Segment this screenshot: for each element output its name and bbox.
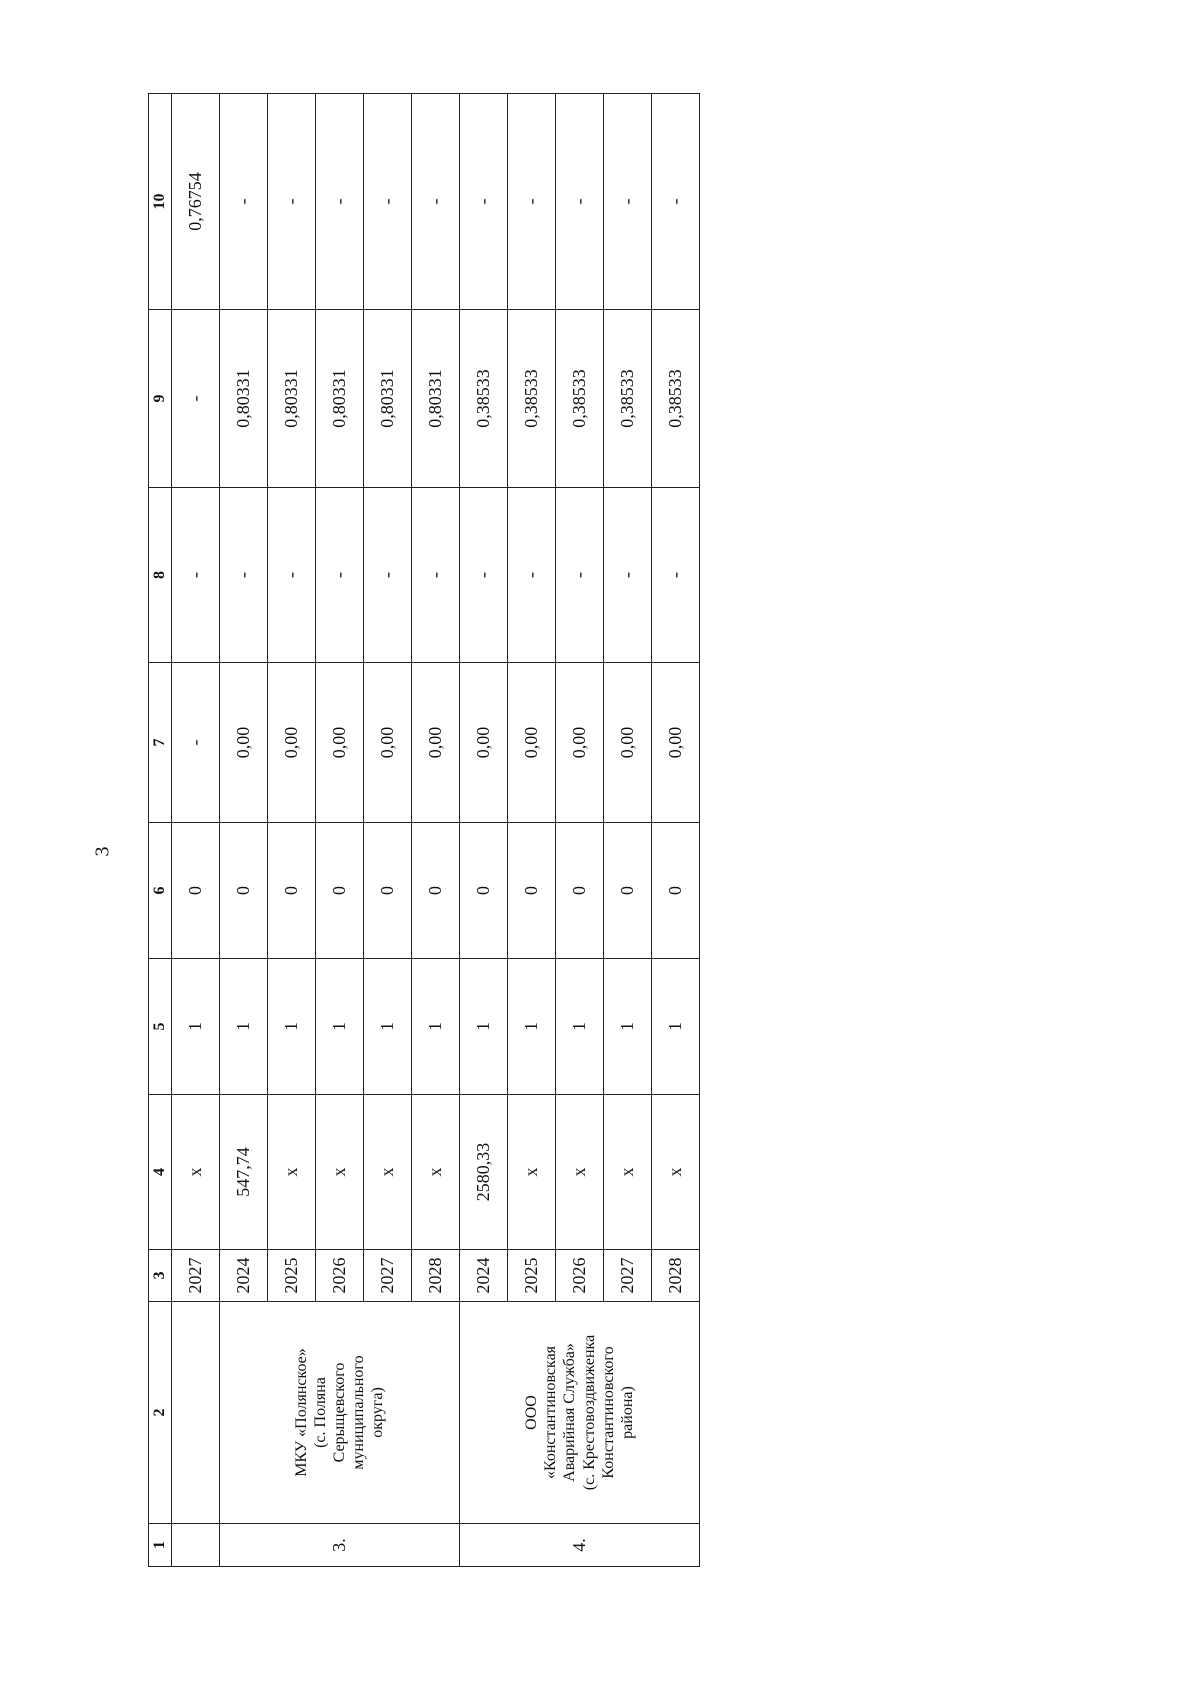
value-cell: x [268,1095,316,1250]
organization-line: ООО [522,1395,540,1430]
value-cell: - [652,94,700,310]
value-cell: 1 [316,959,364,1095]
value-cell: - [556,94,604,310]
value-cell: 0 [508,823,556,959]
header-cell: 7 [149,663,172,823]
header-cell: 6 [149,823,172,959]
header-cell: 1 [149,1524,172,1567]
value-cell: - [316,94,364,310]
value-cell: 0,00 [268,663,316,823]
value-cell: 0,80331 [268,310,316,488]
value-cell: - [268,488,316,663]
value-cell: 0,00 [316,663,364,823]
value-cell: 0,80331 [220,310,268,488]
value-cell: 0,00 [508,663,556,823]
value-cell: 0,80331 [316,310,364,488]
header-cell: 5 [149,959,172,1095]
value-cell: 1 [268,959,316,1095]
organization-cell [172,1302,220,1524]
value-cell: x [364,1095,412,1250]
value-cell: 0 [652,823,700,959]
value-cell: - [412,94,460,310]
year-cell: 2028 [412,1250,460,1302]
value-cell: 0 [172,823,220,959]
value-cell: 1 [508,959,556,1095]
value-cell: 1 [220,959,268,1095]
year-cell: 2027 [172,1250,220,1302]
organization-line: МКУ «Полянское» [292,1348,310,1477]
organization-cell [220,1302,460,1524]
row-number-cell [172,1524,220,1567]
year-cell: 2026 [316,1250,364,1302]
value-cell: x [556,1095,604,1250]
value-cell: x [652,1095,700,1250]
organization-line: муниципального [350,1355,368,1470]
value-cell: - [220,488,268,663]
header-cell: 3 [149,1250,172,1302]
value-cell: - [508,488,556,663]
header-row [149,94,172,1567]
value-cell: 0 [460,823,508,959]
value-cell: 0,00 [412,663,460,823]
value-cell: 2580,33 [460,1095,508,1250]
organization-line: района) [618,1386,636,1439]
value-cell: 1 [604,959,652,1095]
value-cell: 0,38533 [604,310,652,488]
value-cell: 0,80331 [364,310,412,488]
organization-line: округа) [369,1387,387,1438]
value-cell: 1 [460,959,508,1095]
value-cell: - [460,488,508,663]
value-cell: 0 [268,823,316,959]
year-cell: 2027 [604,1250,652,1302]
value-cell: - [460,94,508,310]
table-row [460,94,508,1567]
organization-line: (с. Поляна [311,1377,329,1448]
value-cell: 1 [412,959,460,1095]
header-cell: 8 [149,488,172,663]
value-cell: - [172,310,220,488]
value-cell: 0 [604,823,652,959]
table-row [172,94,220,1567]
value-cell: - [268,94,316,310]
value-cell: 0,00 [460,663,508,823]
value-cell: - [364,94,412,310]
organization-cell [460,1302,700,1524]
value-cell: x [172,1095,220,1250]
header-cell: 10 [149,94,172,310]
table-row [220,94,268,1567]
value-cell: x [604,1095,652,1250]
value-cell: - [172,663,220,823]
value-cell: 0,76754 [172,94,220,310]
value-cell: 0 [556,823,604,959]
organization-line: Аварийная Служба» [561,1343,579,1482]
header-cell: 9 [149,310,172,488]
value-cell: - [316,488,364,663]
value-cell: - [220,94,268,310]
value-cell: 0,00 [556,663,604,823]
value-cell: 0 [316,823,364,959]
value-cell: - [556,488,604,663]
organization-line: Константиновского [599,1346,617,1479]
value-cell: 1 [172,959,220,1095]
header-cell: 4 [149,1095,172,1250]
value-cell: 0,00 [220,663,268,823]
value-cell: 0,38533 [460,310,508,488]
value-cell: 1 [556,959,604,1095]
value-cell: 0 [220,823,268,959]
value-cell: 0,00 [364,663,412,823]
year-cell: 2028 [652,1250,700,1302]
row-number-cell: 4. [460,1524,700,1567]
year-cell: 2025 [508,1250,556,1302]
value-cell: - [652,488,700,663]
organization-line: «Константиновская [542,1345,560,1480]
value-cell: - [604,94,652,310]
value-cell: 1 [364,959,412,1095]
year-cell: 2027 [364,1250,412,1302]
value-cell: 0 [412,823,460,959]
value-cell: 0,38533 [556,310,604,488]
value-cell: 0,80331 [412,310,460,488]
year-cell: 2025 [268,1250,316,1302]
value-cell: 1 [652,959,700,1095]
page-number: 3 [91,846,114,857]
year-cell: 2024 [220,1250,268,1302]
value-cell: - [604,488,652,663]
value-cell: - [508,94,556,310]
data-table [148,93,700,1567]
value-cell: x [508,1095,556,1250]
value-cell: - [364,488,412,663]
value-cell: 0,00 [604,663,652,823]
value-cell: x [316,1095,364,1250]
year-cell: 2024 [460,1250,508,1302]
value-cell: - [172,488,220,663]
value-cell: 547,74 [220,1095,268,1250]
year-cell: 2026 [556,1250,604,1302]
organization-line: (с. Крестовоздвиженка [580,1334,598,1491]
row-number-cell: 3. [220,1524,460,1567]
value-cell: 0,38533 [508,310,556,488]
value-cell: 0,00 [652,663,700,823]
header-cell: 2 [149,1302,172,1524]
value-cell: 0,38533 [652,310,700,488]
value-cell: x [412,1095,460,1250]
value-cell: 0 [364,823,412,959]
value-cell: - [412,488,460,663]
organization-line: Серыщевского [330,1362,348,1463]
